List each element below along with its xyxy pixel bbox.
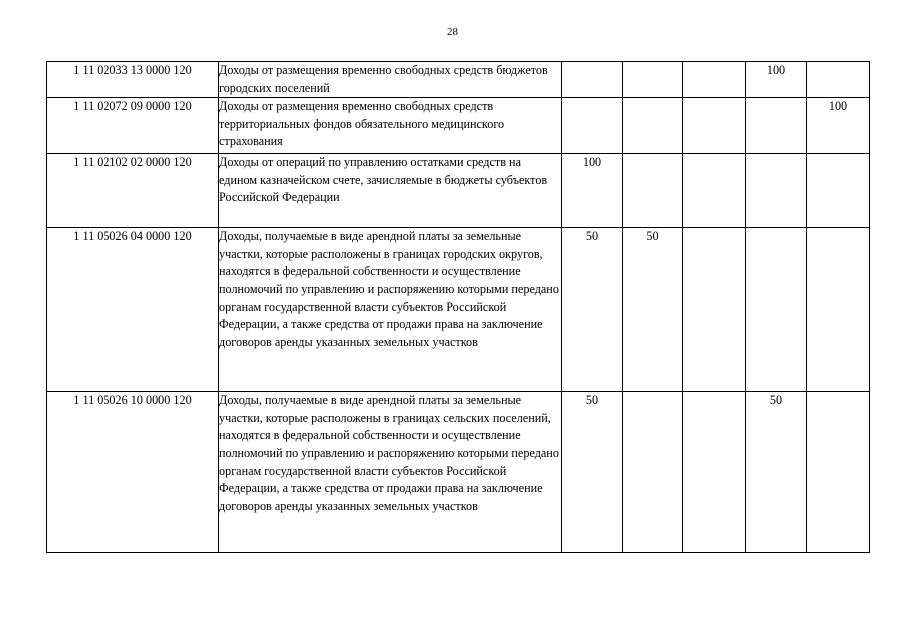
share-column-3	[683, 228, 746, 392]
share-column-2	[623, 98, 683, 154]
share-column-4	[746, 228, 807, 392]
share-column-1	[562, 62, 623, 98]
share-column-1	[562, 98, 623, 154]
revenue-code: 1 11 05026 10 0000 120	[47, 392, 219, 553]
table-row	[47, 228, 870, 392]
share-column-3	[683, 98, 746, 154]
share-column-5: 100	[807, 98, 870, 154]
share-column-5	[807, 154, 870, 228]
share-column-2	[623, 62, 683, 98]
share-column-5	[807, 62, 870, 98]
share-column-1: 50	[562, 228, 623, 392]
share-column-1: 50	[562, 392, 623, 553]
share-column-3	[683, 154, 746, 228]
share-column-2	[623, 154, 683, 228]
share-column-4: 50	[746, 392, 807, 553]
revenue-description: Доходы, получаемые в виде арендной платы за земельные участки, которые расположены в границах городских округов, находятся в федеральной собственности и осуществление полномочий по управлению и распоряжению которыми передано органам государственной власти субъектов Российской Федерации, а также средства от продажи права на заключение договоров аренды указанных земельных участков	[219, 228, 562, 392]
share-column-3	[683, 392, 746, 553]
share-column-1: 100	[562, 154, 623, 228]
table-row	[47, 98, 870, 154]
revenue-description: Доходы от размещения временно свободных средств бюджетов городских поселений	[219, 62, 562, 98]
table-row	[47, 392, 870, 553]
page-number: 28	[447, 26, 458, 38]
share-column-4	[746, 98, 807, 154]
revenue-distribution-table	[46, 61, 870, 553]
revenue-description: Доходы от размещения временно свободных средств территориальных фондов обязательного медицинского страхования	[219, 98, 562, 154]
revenue-code: 1 11 05026 04 0000 120	[47, 228, 219, 392]
share-column-5	[807, 392, 870, 553]
revenue-description: Доходы, получаемые в виде арендной платы за земельные участки, которые расположены в границах сельских поселений, находятся в федеральной собственности и осуществление полномочий по управлению и распоряжению которыми передано органам государственной власти субъектов Российской Федерации, а также средства от продажи права на заключение договоров аренды указанных земельных участков	[219, 392, 562, 553]
revenue-code: 1 11 02102 02 0000 120	[47, 154, 219, 228]
share-column-4	[746, 154, 807, 228]
revenue-code: 1 11 02033 13 0000 120	[47, 62, 219, 98]
revenue-description: Доходы от операций по управлению остатками средств на едином казначейском счете, зачисляемые в бюджеты субъектов Российской Федерации	[219, 154, 562, 228]
share-column-2: 50	[623, 228, 683, 392]
share-column-3	[683, 62, 746, 98]
table-row	[47, 62, 870, 98]
share-column-4: 100	[746, 62, 807, 98]
share-column-2	[623, 392, 683, 553]
share-column-5	[807, 228, 870, 392]
revenue-code: 1 11 02072 09 0000 120	[47, 98, 219, 154]
table-row	[47, 154, 870, 228]
